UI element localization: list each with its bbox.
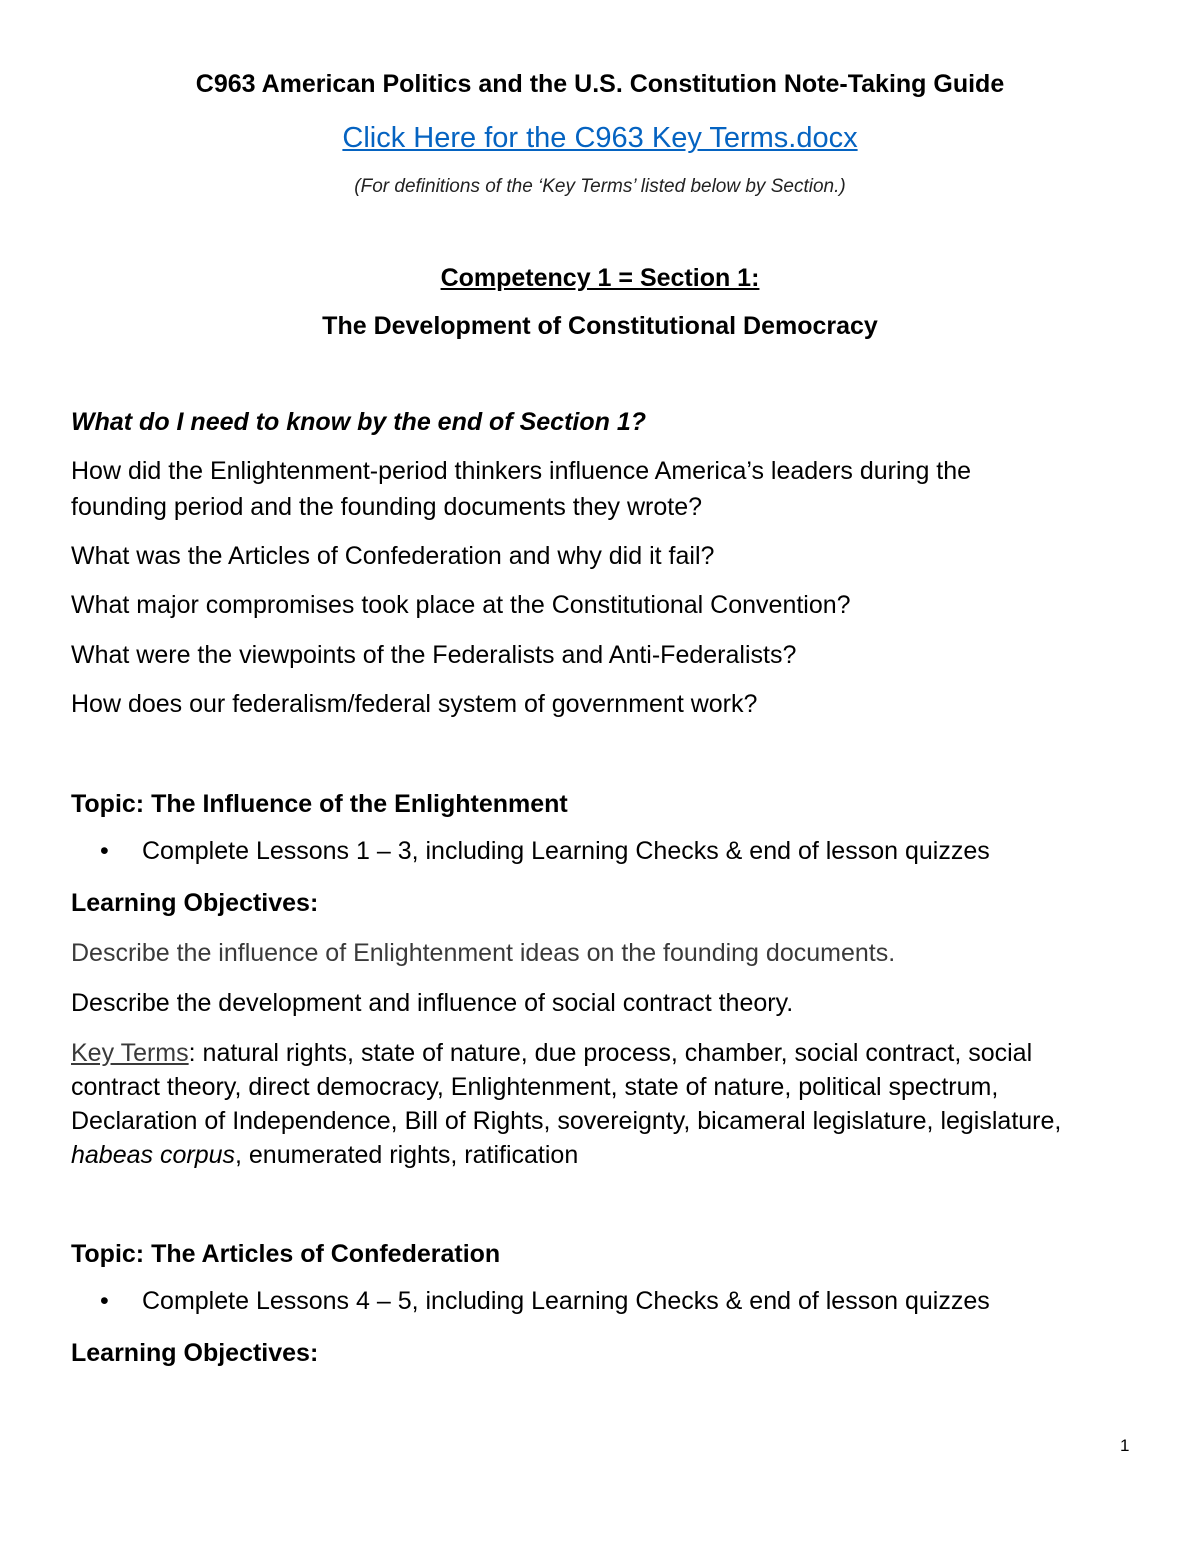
key-terms-colon: : [188,1039,196,1067]
document-title: C963 American Politics and the U.S. Constitution Note-Taking Guide [195,70,1005,98]
question-line: What major compromises took place at the Constitutional Convention? [71,591,851,619]
question-line: founding period and the founding documents they wrote? [71,493,703,521]
key-terms-end: , enumerated rights, ratification [235,1141,579,1169]
question-line: How does our federalism/federal system of government work? [71,690,758,718]
question-line: How did the Enlightenment-period thinkers influence America’s leaders during the [71,457,972,485]
key-terms-italic: habeas corpus [71,1141,236,1169]
bullet-icon: • [100,837,109,865]
key-terms-text: natural rights, state of nature, due process, chamber, social contract, social contract theory, direct democracy, Enlightenment, state of nature, political spectrum, Declaration of Independence, Bill of Rights, sovereignty, bicameral legislature, legislature, [71,1039,1062,1135]
question-line: What were the viewpoints of the Federalists and Anti-Federalists? [71,641,797,669]
topic-title: Topic: The Influence of the Enlightenment [71,790,568,818]
objective-item: Describe the influence of Enlightenment ideas on the founding documents. [71,939,896,967]
competency-subheading: The Development of Constitutional Democracy [322,312,878,340]
topic-title: Topic: The Articles of Confederation [71,1240,501,1268]
link-note: (For definitions of the ‘Key Terms’ listed below by Section.) [354,176,846,197]
page-number: 1 [1120,1436,1130,1455]
competency-heading: Competency 1 = Section 1: [440,264,760,292]
questions-heading: What do I need to know by the end of Section 1? [71,408,647,436]
bullet-text: Complete Lessons 4 – 5, including Learning Checks & end of lesson quizzes [142,1287,990,1315]
key-terms-label: Key Terms [71,1039,189,1067]
learning-objectives-label: Learning Objectives: [71,1339,319,1367]
key-terms-paragraph [71,1036,1071,1172]
bullet-item [100,1287,990,1316]
question-line: What was the Articles of Confederation and why did it fail? [71,542,715,570]
bullet-icon: • [100,1287,109,1315]
learning-objectives-label: Learning Objectives: [71,889,319,917]
bullet-text: Complete Lessons 1 – 3, including Learning Checks & end of lesson quizzes [142,837,990,865]
objective-item: Describe the development and influence of social contract theory. [71,989,794,1017]
key-terms-link[interactable]: Click Here for the C963 Key Terms.docx [342,122,858,154]
bullet-item [100,837,990,866]
